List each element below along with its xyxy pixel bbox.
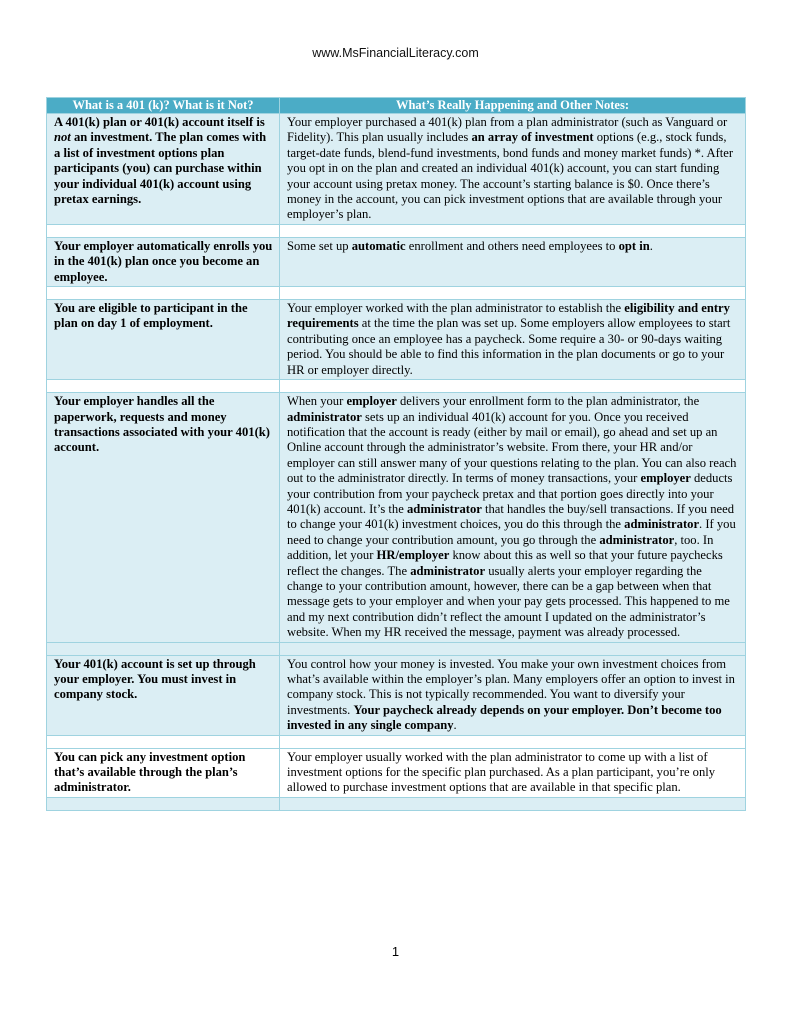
bold-text: an investment. The plan comes with a list of investment options plan participants (you) can purchase within your individual 401(k) account using pretax earnings. (54, 130, 267, 207)
column-header-notes: What’s Really Happening and Other Notes: (280, 98, 746, 114)
notes-cell (280, 300, 746, 380)
table-row (47, 300, 746, 380)
text-run: . (649, 238, 653, 253)
comparison-table (46, 97, 746, 811)
text-run: at the time the plan was set up. Some employers allow employees to start contributing once an employee has a paycheck. Some require a 30- or 90-days waiting period. You should be able to find this information in the plan documents or go to your HR or employer directly. (287, 316, 731, 377)
bold-text: administrator (410, 563, 486, 578)
text-run: enrollment and others need employees to (405, 238, 619, 253)
statement-cell (47, 655, 280, 735)
spacer-row (47, 287, 746, 300)
bold-text: automatic (351, 238, 406, 253)
text-run: Some set up (287, 238, 352, 253)
spacer-row (47, 735, 746, 748)
bold-text: administrator (287, 409, 362, 424)
statement-cell (47, 748, 280, 797)
text-run: . (453, 718, 457, 733)
page-number: 1 (391, 944, 400, 959)
bold-text: HR/employer (376, 548, 450, 563)
statement-cell (47, 237, 280, 286)
text-run: Your employer purchased a 401(k) plan from a plan administrator (such as Vanguard or Fidelity). This plan usually includes (287, 115, 728, 145)
table-header-row (47, 98, 746, 114)
bold-text: You are eligible to participant in the plan on day 1 of employment. (54, 301, 248, 331)
notes-cell (280, 114, 746, 225)
text-run: You control how your money is invested. You make your own investment choices from what’s available within the employer’s plan. Many employers offer an option to invest in company stock. This is not typically recommended. You want to diversify your investments. (287, 656, 735, 717)
column-header-what-is: What is a 401 (k)? What is it Not? (47, 98, 280, 114)
bold-text: Your employer automatically enrolls you in the 401(k) plan once you become an employee. (54, 238, 273, 284)
statement-cell (47, 114, 280, 225)
text-run: . If you need to change your contribution amount, you go through the (287, 517, 736, 547)
bold-text: A 401(k) plan or 401(k) account itself is (54, 115, 265, 129)
text-run: When your (287, 394, 347, 409)
bold-text: administrator (624, 517, 700, 532)
statement-cell (47, 393, 280, 643)
bold-text: eligibility and entry requirements (287, 301, 730, 331)
notes-cell (280, 237, 746, 286)
text-run: , too. In addition, let your (287, 532, 714, 563)
bold-text: not (54, 130, 71, 145)
spacer-row (47, 797, 746, 810)
text-run: sets up an individual 401(k) account for you. Once you received notification that the account is ready (either by mail or email), go ahead and set up an Online account through the administrator’s website. From there, your HR and/or employer can still answer many of your questions relating to the plan. You can also reach out to the administrator directly. In terms of money transactions, your (287, 409, 737, 486)
bold-text: opt in (618, 238, 650, 253)
bold-text: employer (640, 471, 691, 486)
notes-cell (280, 748, 746, 797)
table-row (47, 393, 746, 643)
statement-cell (47, 300, 280, 380)
text-run: options (e.g., stock funds, target-date funds, blend-fund investments, bond funds and money market funds) *. After you opt in on the plan and created an individual 401(k) account, you can start funding your account using pretax money. The account’s starting balance is $0. Once there’s money in the account, you can pick investment options that are available through your employer’s plan. (287, 130, 734, 222)
spacer-row (47, 224, 746, 237)
text-run: know about this as well so that your future paychecks reflect the changes. The (287, 548, 723, 578)
bold-text: Your paycheck already depends on your employer. Don’t become too invested in any single company (287, 702, 722, 733)
spacer-row (47, 380, 746, 393)
text-run: deducts your contribution from your paycheck pretax and that portion goes directly into your 401(k) account. It’s the (287, 471, 733, 516)
text-run: delivers your enrollment form to the plan administrator, the (396, 394, 700, 409)
table-row (47, 237, 746, 286)
bold-text: Your employer handles all the paperwork, requests and money transactions associated with your 401(k) account. (54, 394, 270, 455)
text-run: Your employer usually worked with the plan administrator to come up with a list of investment options for the specific plan purchased. As a plan participant, you’re only allowed to purchase investment options that are available in that specific plan. (287, 749, 716, 795)
notes-cell (280, 655, 746, 735)
text-run: that handles the buy/sell transactions. If you need to change your 401(k) investment choices, you do this through the (287, 501, 734, 532)
bold-text: employer (346, 394, 397, 409)
bold-text: administrator (599, 532, 675, 547)
spacer-row (47, 642, 746, 655)
bold-text: an array of investment (471, 130, 594, 145)
text-run: usually alerts your employer regarding the change to your contribution amount, however, there can be a gap between when that message gets to your employer and when your pay gets processed. This happened to me and my next contribution didn’t reflect the amount I updated on the administrator’s website. When my HR received the message, payment was already processed. (287, 563, 730, 640)
table-row (47, 114, 746, 225)
bold-text: Your 401(k) account is set up through your employer. You must invest in company stock. (54, 656, 256, 702)
table-row (47, 748, 746, 797)
text-run: Your employer worked with the plan administrator to establish the (287, 301, 625, 316)
site-header: www.MsFinancialLiteracy.com (312, 46, 479, 60)
bold-text: You can pick any investment option that’s available through the plan’s administrator. (54, 749, 246, 795)
table-row (47, 655, 746, 735)
notes-cell (280, 393, 746, 643)
bold-text: administrator (406, 501, 482, 516)
